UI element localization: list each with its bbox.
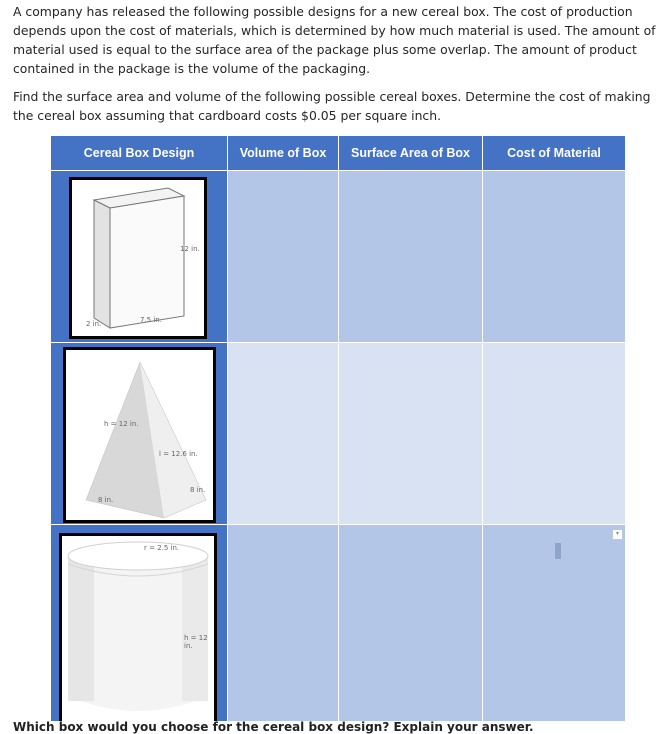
dim-height: h = 12 in. [104,420,139,428]
table-row [51,343,626,525]
dim-length: 7.5 in. [140,316,162,324]
intro-paragraph: A company has released the following possible designs for a new cereal box. The cost of production depends upon the cost of materials, which is determined by how much material is used. The amount of material used is equal to the surface area of the package plus some overlap. The amount of product contained in the package is the volume of the packaging. [13,4,656,76]
table-row [51,171,626,343]
volume-cell[interactable] [228,171,339,343]
header-volume: Volume of Box [228,136,339,171]
design-cell [51,171,228,343]
table-header-row [51,136,626,171]
design-cell [51,525,228,722]
surface-area-cell[interactable] [339,343,483,525]
rectangular-prism-image [69,177,207,339]
cylinder-image [59,533,217,721]
dim-side-b: 8 in. [190,486,206,494]
rectangular-prism-icon [72,180,204,336]
text-cursor [555,543,561,559]
volume-cell[interactable] [228,343,339,525]
dim-height: 12 in. [180,245,200,253]
header-design: Cereal Box Design [51,136,228,171]
dim-slant: l = 12.6 in. [159,450,198,458]
cereal-box-table [50,135,626,722]
dim-side-a: 8 in. [98,496,114,504]
surface-area-cell[interactable] [339,525,483,722]
cylinder-icon [62,536,214,721]
surface-area-cell[interactable] [339,171,483,343]
header-surface-area: Surface Area of Box [339,136,483,171]
dim-radius: r = 2.5 in. [144,544,180,552]
pyramid-icon [66,350,213,520]
cost-cell[interactable] [483,525,626,722]
cost-cell[interactable] [483,171,626,343]
volume-cell[interactable] [228,525,339,722]
pyramid-image [63,347,216,523]
instructions-paragraph: Find the surface area and volume of the following possible cereal boxes. Determine the cost of making the cereal box assuming that cardboard costs $0.05 per square inch. [13,89,651,123]
dim-height: h = 12 in. [184,634,208,650]
dim-width: 2 in. [86,320,102,328]
chevron-down-icon[interactable]: ▾ [612,529,623,540]
follow-up-question: Which box would you choose for the cereal box design? Explain your answer. [13,720,534,734]
header-cost: Cost of Material [483,136,626,171]
design-cell [51,343,228,525]
cost-cell[interactable] [483,343,626,525]
table-row [51,525,626,722]
